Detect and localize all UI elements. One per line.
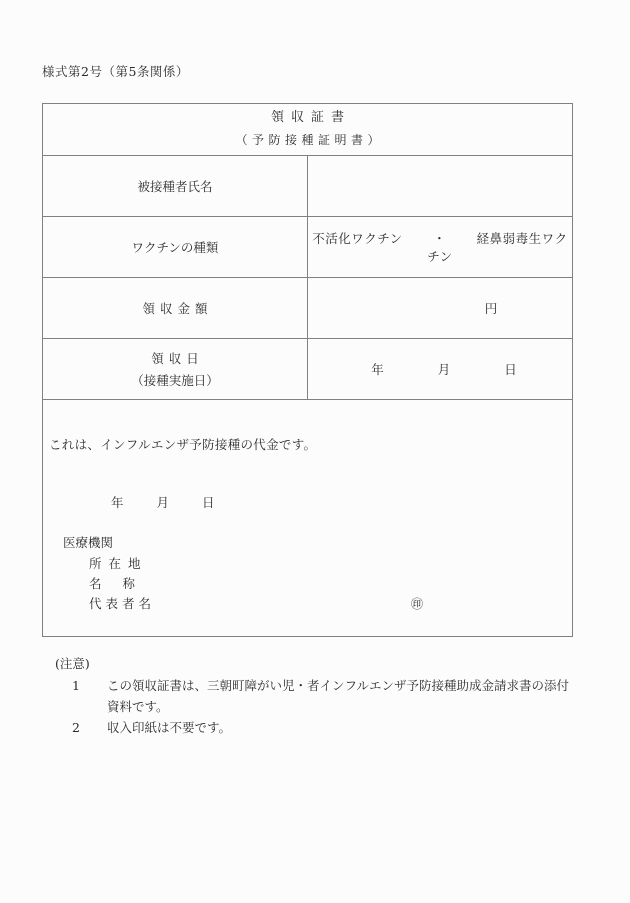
seal-stamp-icon: ㊞ bbox=[411, 597, 424, 611]
org-representative-row[interactable] bbox=[89, 594, 424, 614]
label-recipient-name bbox=[43, 156, 308, 217]
title-cell bbox=[43, 104, 573, 156]
field-recipient-name[interactable] bbox=[308, 156, 573, 217]
day-marker: 日 bbox=[201, 495, 215, 510]
month-marker: 月 bbox=[437, 362, 451, 377]
label-subtext: （接種実施日） bbox=[131, 373, 219, 388]
notes-title: (注意) bbox=[55, 656, 90, 671]
org-address-label: 所在地 bbox=[89, 556, 148, 571]
label-receipt-date bbox=[43, 339, 308, 400]
notes-section bbox=[55, 653, 569, 738]
field-receipt-date[interactable] bbox=[308, 339, 573, 400]
issue-date[interactable] bbox=[111, 493, 214, 511]
label-text: 被接種者氏名 bbox=[137, 179, 213, 194]
medical-institution-label: 医療機関 bbox=[63, 535, 114, 550]
note-number: 2 bbox=[72, 720, 80, 735]
currency-unit: 円 bbox=[484, 301, 498, 316]
note-item bbox=[72, 675, 569, 717]
document-subtitle: （予防接種証明書） bbox=[235, 133, 384, 148]
field-vaccine-type[interactable] bbox=[308, 217, 573, 278]
label-amount bbox=[43, 278, 308, 339]
note-number: 1 bbox=[72, 678, 80, 693]
table-row-title bbox=[43, 104, 573, 156]
statement-cell bbox=[43, 400, 573, 637]
table-row bbox=[43, 278, 573, 339]
note-text: 収入印紙は不要です。 bbox=[107, 720, 232, 735]
label-text: ワクチンの種類 bbox=[131, 240, 219, 255]
medical-institution-block bbox=[63, 533, 424, 614]
receipt-table bbox=[42, 103, 573, 637]
table-row-statement bbox=[43, 400, 573, 637]
note-text: この領収証書は、三朝町障がい児・者インフルエンザ予防接種助成金請求書の添付 bbox=[107, 678, 570, 693]
org-representative-label: 代表者名 bbox=[89, 596, 156, 611]
form-number-heading: 様式第2号（第5条関係） bbox=[42, 64, 189, 79]
document-title: 領収証書 bbox=[270, 110, 351, 126]
year-marker: 年 bbox=[111, 495, 124, 510]
month-marker: 月 bbox=[156, 495, 169, 510]
note-item bbox=[72, 717, 569, 738]
label-text: 領収金額 bbox=[142, 301, 213, 316]
field-amount[interactable] bbox=[308, 278, 573, 339]
org-name-label: 名称 bbox=[89, 576, 157, 591]
option-nasal-live-vaccine[interactable]: 経鼻弱毒生ワクチン bbox=[427, 231, 568, 264]
option-separator: ・ bbox=[433, 231, 447, 246]
statement-text: これは、インフルエンザ予防接種の代金です。 bbox=[49, 437, 317, 452]
option-inactivated-vaccine[interactable]: 不活化ワクチン bbox=[312, 231, 403, 246]
note-text-continued: 資料です。 bbox=[107, 699, 169, 714]
table-row bbox=[43, 156, 573, 217]
table-row bbox=[43, 217, 573, 278]
year-marker: 年 bbox=[371, 362, 384, 377]
day-marker: 日 bbox=[504, 362, 517, 377]
label-text: 領収日 bbox=[151, 351, 204, 366]
org-address-row[interactable] bbox=[89, 554, 156, 574]
org-name-row[interactable] bbox=[89, 574, 156, 594]
table-row bbox=[43, 339, 573, 400]
vaccine-options bbox=[308, 229, 572, 265]
date-placeholders bbox=[308, 360, 572, 378]
label-vaccine-type bbox=[43, 217, 308, 278]
